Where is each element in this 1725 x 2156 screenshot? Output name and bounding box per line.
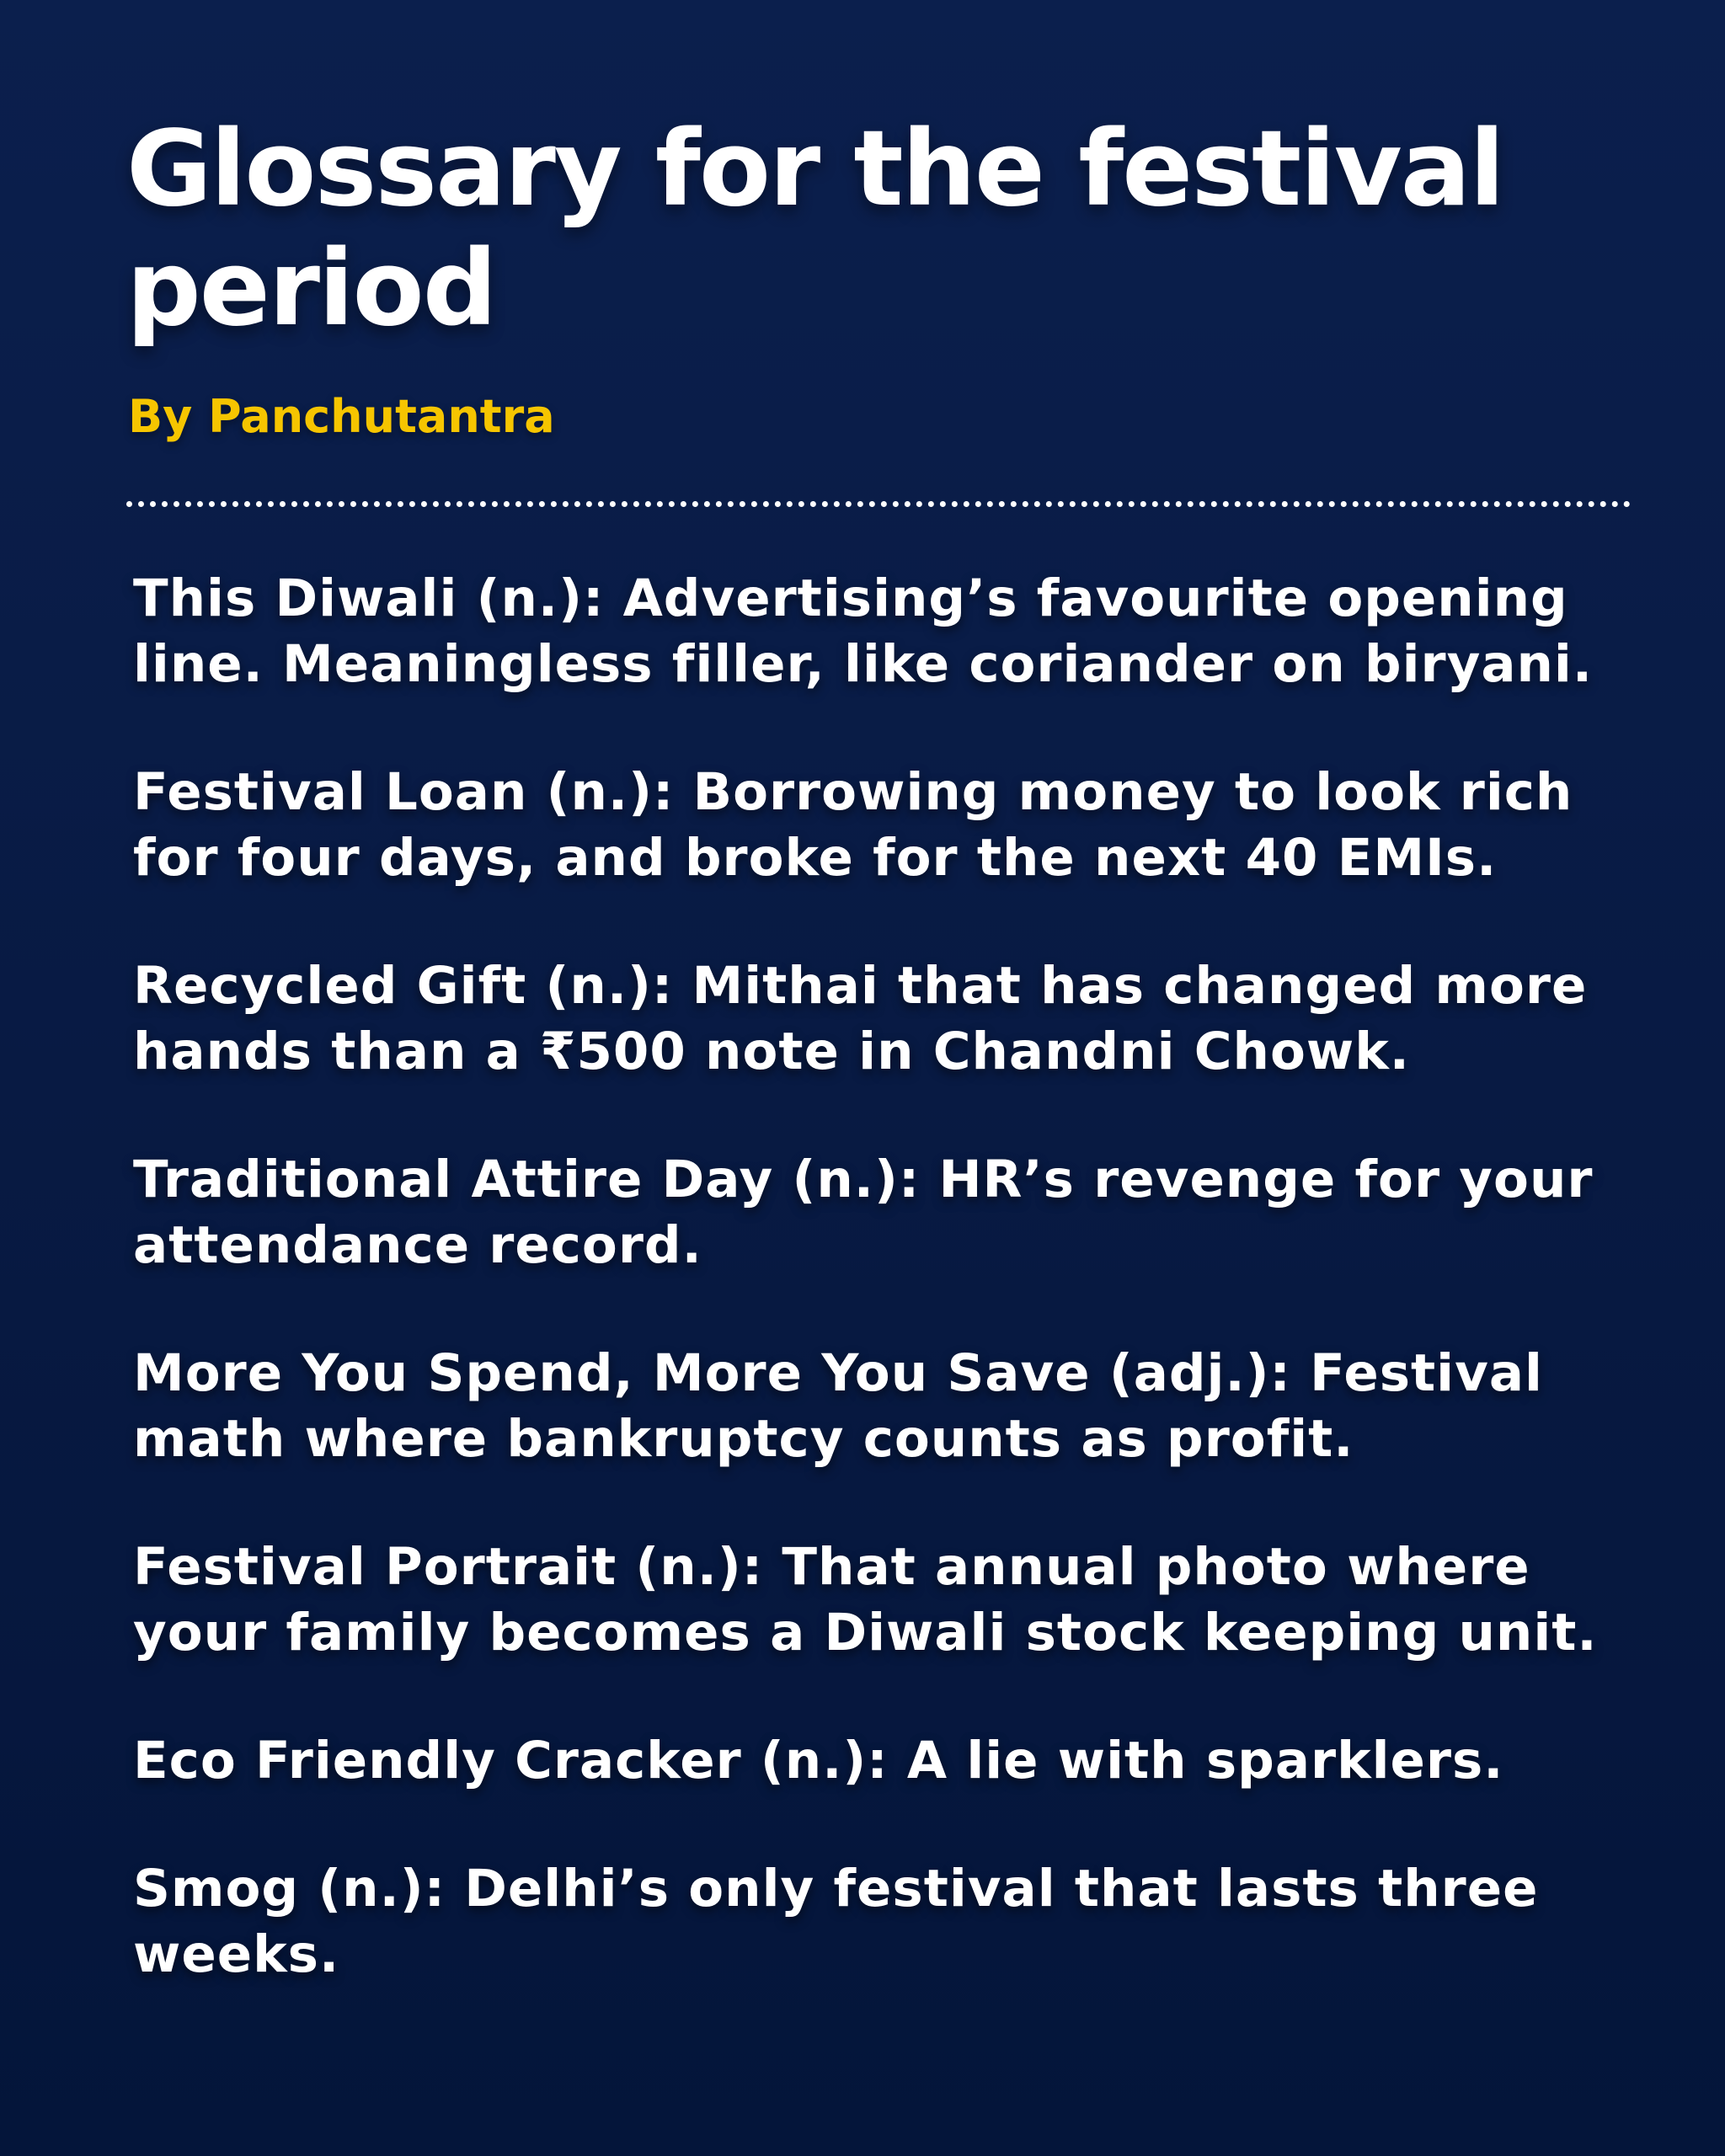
dotted-divider: [126, 501, 1631, 507]
glossary-entry: Smog (n.): Delhi’s only festival that lasts three weeks.: [133, 1859, 1539, 1984]
glossary-entry: This Diwali (n.): Advertising’s favourite opening line. Meaningless filler, like coriander on biryani.: [133, 568, 1594, 694]
glossary-list: [133, 566, 1649, 2050]
glossary-entry: Traditional Attire Day (n.): HR’s revenge for your attendance record.: [133, 1150, 1594, 1275]
page-title: Glossary for the festival period: [126, 109, 1503, 350]
glossary-entry: Eco Friendly Cracker (n.): A lie with sparklers.: [133, 1731, 1504, 1790]
glossary-entry: More You Spend, More You Save (adj.): Festival math where bankruptcy counts as profit.: [133, 1343, 1543, 1469]
glossary-entry: Festival Loan (n.): Borrowing money to look rich for four days, and broke for the next 40 EMIs.: [133, 762, 1573, 888]
author-byline: By Panchutantra: [128, 390, 555, 443]
glossary-entry: Festival Portrait (n.): That annual photo where your family becomes a Diwali stock keeping unit.: [133, 1537, 1598, 1662]
glossary-entry: Recycled Gift (n.): Mithai that has changed more hands than a ₹500 note in Chandni Chowk.: [133, 956, 1588, 1081]
